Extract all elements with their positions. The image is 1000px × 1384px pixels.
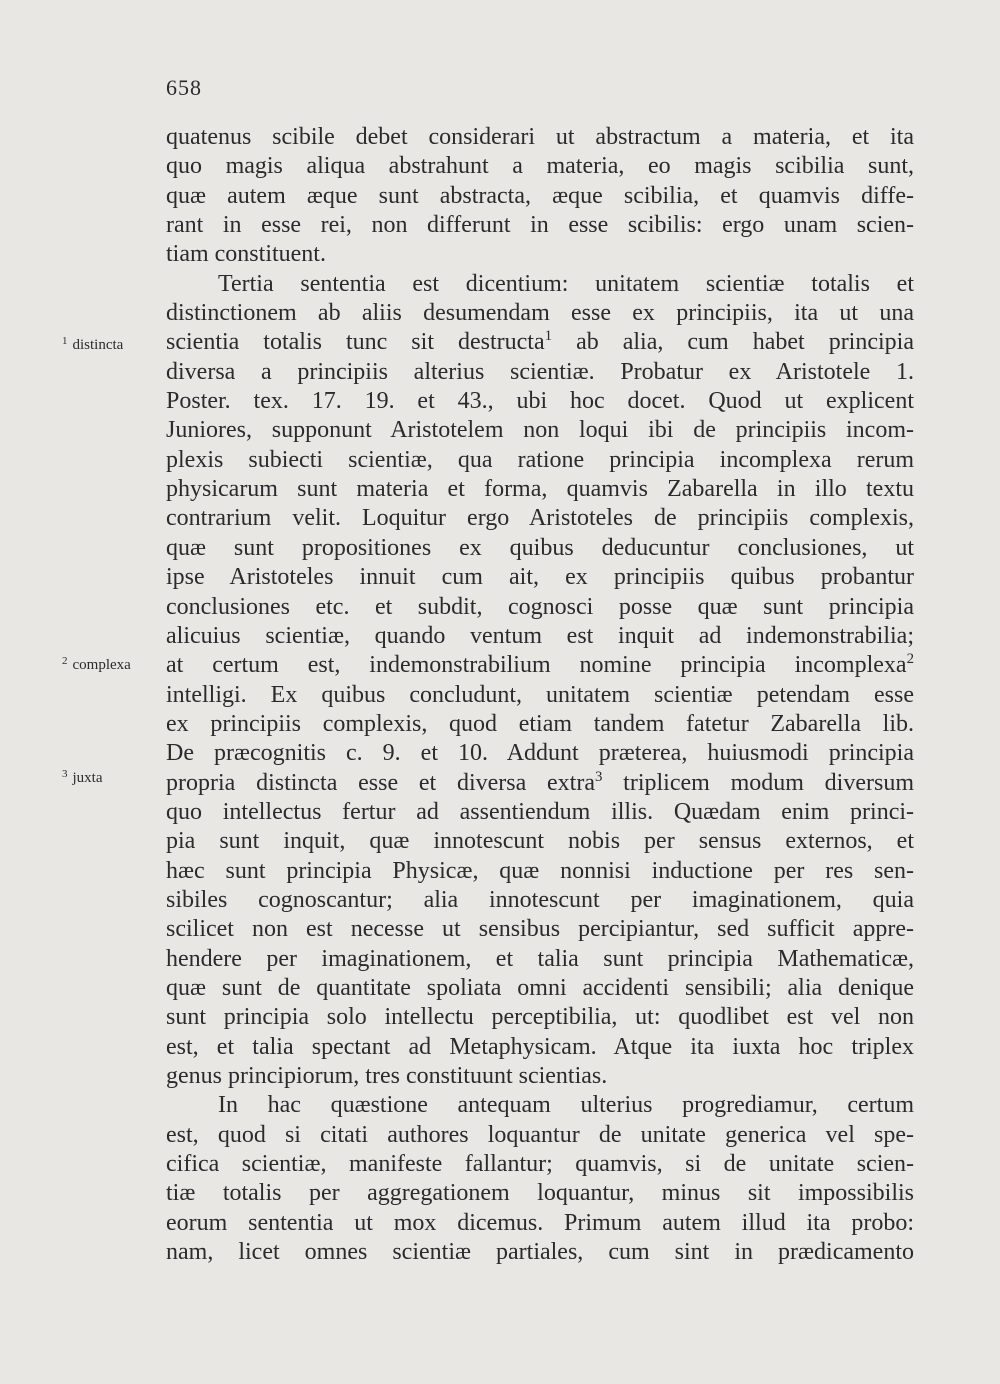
text-line: hendere per imaginationem, et talia sunt principia Mathematicæ, (166, 945, 914, 972)
footnote-mark: 3 (594, 768, 603, 785)
text-line (166, 651, 914, 680)
text-line: intelligi. Ex quibus concludunt, unitatem scientiæ petendam esse (166, 681, 914, 708)
text-line: tiam constituent. (166, 241, 326, 268)
margin-note-text: juxta (72, 770, 103, 786)
margin-note-text: complexa (72, 657, 131, 673)
margin-note-3 (62, 765, 103, 787)
text-line: conclusiones etc. et subdit, cognosci posse quæ sunt principia (166, 593, 914, 620)
text-line: In hac quæstione antequam ulterius progrediamur, certum (218, 1092, 914, 1119)
footnote-mark: 1 (544, 328, 553, 345)
body-text (166, 123, 914, 1267)
text-line: pia sunt inquit, quæ innotescunt nobis per sensus externos, et (166, 828, 914, 855)
text-line: rant in esse rei, non differunt in esse scibilis: ergo unam scien- (166, 212, 914, 239)
text-line: est, et talia spectant ad Metaphysicam. Atque ita iuxta hoc triplex (166, 1033, 914, 1060)
text-line: plexis subiecti scientiæ, qua ratione principia incomplexa rerum (166, 446, 914, 473)
text-line: alicuius scientiæ, quando ventum est inquit ad indemonstrabilia; (166, 622, 914, 649)
text-line: Poster. tex. 17. 19. et 43., ubi hoc docet. Quod ut explicent (166, 388, 914, 415)
text-segment: at certum est, indemonstrabilium nomine principia incomplexa (166, 652, 907, 679)
text-line: contrarium velit. Loquitur ergo Aristoteles de principiis complexis, (166, 505, 914, 532)
text-segment: ab alia, cum habet principia (552, 329, 914, 356)
text-line: scilicet non est necesse ut sensibus percipiantur, sed sufficit appre- (166, 916, 914, 943)
text-line: quo magis aliqua abstrahunt a materia, eo magis scibilia sunt, (166, 153, 914, 180)
margin-note-text: distincta (72, 337, 124, 353)
margin-note-marker: 3 (62, 768, 68, 780)
margin-note-marker: 2 (62, 655, 68, 667)
text-line: quæ sunt de quantitate spoliata omni accidenti sensibili; alia denique (166, 974, 914, 1001)
text-line: est, quod si citati authores loquantur de unitate generica vel spe- (166, 1121, 914, 1148)
text-line: nam, licet omnes scientiæ partiales, cum sint in prædicamento (166, 1239, 914, 1266)
margin-note-marker: 1 (62, 335, 68, 347)
text-segment: scientia totalis tunc sit destructa (166, 329, 545, 356)
footnote-mark: 2 (906, 651, 914, 668)
text-line: ex principiis complexis, quod etiam tandem fatetur Zabarella lib. (166, 710, 914, 737)
text-line: quæ sunt propositiones ex quibus deducuntur conclusiones, ut (166, 534, 914, 561)
margin-note-2 (62, 652, 131, 674)
text-line: physicarum sunt materia et forma, quamvis Zabarella in illo textu (166, 476, 914, 503)
text-segment: propria distincta esse et diversa extra (166, 769, 595, 796)
text-line: sibiles cognoscantur; alia innotescunt per imaginationem, quia (166, 886, 914, 913)
text-line: cifica scientiæ, manifeste fallantur; quamvis, si de unitate scien- (166, 1151, 914, 1178)
page-number: 658 (166, 75, 202, 100)
text-line: genus principiorum, tres constituunt scientias. (166, 1063, 608, 1089)
text-line: hæc sunt principia Physicæ, quæ nonnisi inductione per res sen- (166, 857, 914, 884)
text-line: ipse Aristoteles innuit cum ait, ex principiis quibus probantur (166, 564, 914, 591)
text-line: quo intellectus fertur ad assentiendum illis. Quædam enim princi- (166, 798, 914, 825)
text-line: De præcognitis c. 9. et 10. Addunt præterea, huiusmodi principia (166, 740, 914, 767)
margin-note-1 (62, 332, 123, 354)
text-line: Tertia sententia est dicentium: unitatem scientiæ totalis et (218, 270, 914, 297)
text-line: eorum sententia ut mox dicemus. Primum autem illud ita probo: (166, 1209, 914, 1236)
text-line: sunt principia solo intellectu perceptibilia, ut: quodlibet est vel non (166, 1004, 914, 1031)
text-line (166, 769, 914, 798)
text-segment: triplicem modum diversum (602, 769, 914, 796)
text-line: Juniores, supponunt Aristotelem non loqui ibi de principiis incom- (166, 417, 914, 444)
text-line: distinctionem ab aliis desumendam esse ex principiis, ita ut una (166, 300, 914, 327)
text-line (166, 328, 914, 357)
text-line: quæ autem æque sunt abstracta, æque scibilia, et quamvis diffe- (166, 182, 914, 209)
text-line: quatenus scibile debet considerari ut abstractum a materia, et ita (166, 124, 914, 150)
text-line: diversa a principiis alterius scientiæ. Probatur ex Aristotele 1. (166, 358, 914, 385)
text-line: tiæ totalis per aggregationem loquantur, minus sit impossibilis (166, 1180, 914, 1207)
